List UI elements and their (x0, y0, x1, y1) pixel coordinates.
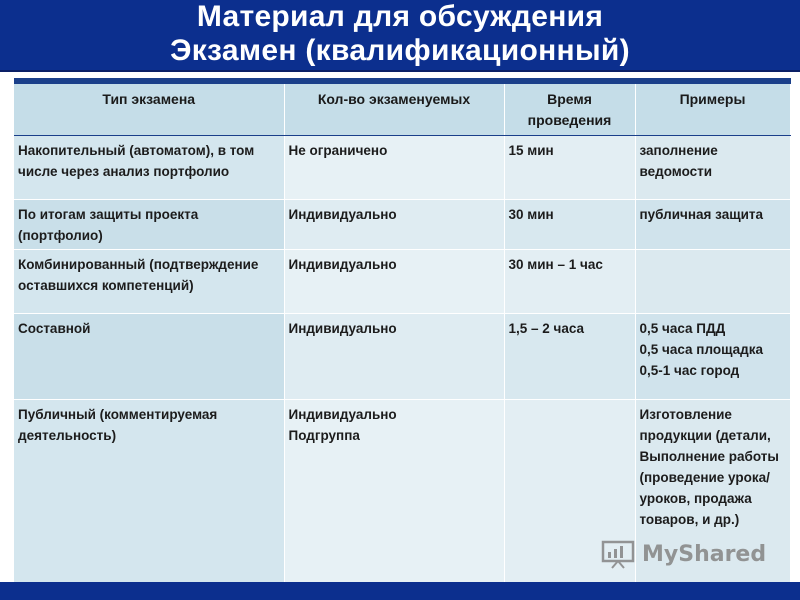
cell-count: Индивидуально (284, 200, 504, 250)
table-row (14, 136, 790, 200)
cell-type: Накопительный (автоматом), в том числе через анализ портфолио (14, 136, 284, 200)
table-row (14, 200, 790, 250)
cell-count: Индивидуально (284, 314, 504, 400)
cell-count (284, 400, 504, 594)
cell-examples: заполнение ведомости (635, 136, 790, 200)
column-header-time: Время проведения (504, 81, 635, 136)
column-header-examples: Примеры (635, 81, 790, 136)
table-header-row (14, 81, 790, 136)
example-line: 0,5-1 час город (639, 363, 740, 378)
column-header-type: Тип экзамена (14, 81, 284, 136)
cell-type: Публичный (комментируемая деятельность) (14, 400, 284, 594)
cell-count: Не ограничено (284, 136, 504, 200)
slide-title-line1: Материал для обсуждения (196, 0, 604, 33)
cell-time: 1,5 – 2 часа (504, 314, 635, 400)
table-row (14, 250, 790, 314)
exam-table (14, 78, 791, 594)
cell-examples (635, 250, 790, 314)
count-line: Подгруппа (288, 428, 360, 443)
example-line: 0,5 часа ПДД (639, 321, 726, 336)
cell-time: 30 мин – 1 час (504, 250, 635, 314)
exam-table-container (14, 78, 790, 594)
watermark (600, 534, 766, 574)
table-row (14, 314, 790, 400)
count-line: Индивидуально (288, 407, 397, 422)
cell-type: Составной (14, 314, 284, 400)
cell-time: 15 мин (504, 136, 635, 200)
watermark-text: MyShared (642, 541, 767, 567)
slide-footer-bar (0, 582, 800, 600)
header-divider (0, 70, 800, 72)
cell-examples: Изготовление продукции (детали, Выполнение работы (проведение урока/уроков, продажа товаров, и др.) (635, 400, 790, 594)
presentation-board-icon (600, 539, 636, 569)
slide-title-line2: Экзамен (квалификационный) (170, 34, 630, 67)
cell-examples: публичная защита (635, 200, 790, 250)
cell-count: Индивидуально (284, 250, 504, 314)
slide-header (0, 0, 800, 70)
cell-type: Комбинированный (подтверждение оставшихся компетенций) (14, 250, 284, 314)
cell-type: По итогам защиты проекта (портфолио) (14, 200, 284, 250)
column-header-count: Кол-во экзаменуемых (284, 81, 504, 136)
example-line: 0,5 часа площадка (639, 342, 763, 357)
cell-time: 30 мин (504, 200, 635, 250)
cell-examples (635, 314, 790, 400)
